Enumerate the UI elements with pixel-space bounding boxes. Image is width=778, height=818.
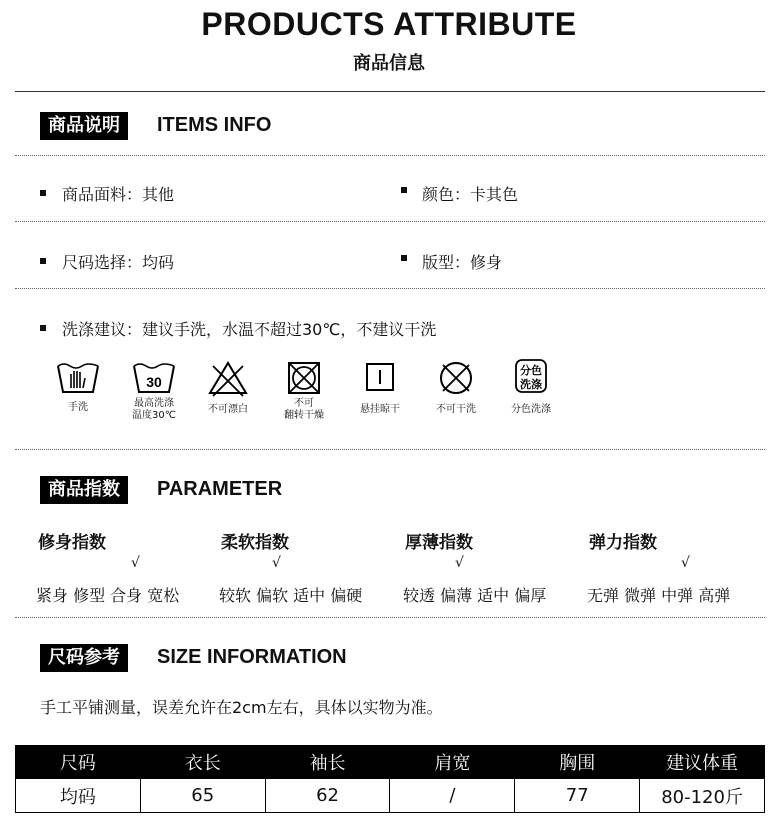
size-table [15,745,765,813]
wash-30-label-line2: 温度30℃ [132,410,176,421]
items-info-tag: 商品说明 [40,112,128,140]
bullet [40,190,46,196]
separate-wash-label: 分色洗涤 [511,404,551,415]
color-info: 颜色：卡其色 [422,185,519,204]
col-sleeve: 袖长 [265,746,390,779]
parameter-heading: PARAMETER [157,478,283,500]
divider [15,449,765,450]
no-tumble-dry-label [269,398,339,422]
separate-wash-text2: 洗涤 [520,378,542,391]
param-check-slim: √ [131,555,140,571]
bullet [401,187,407,193]
cell-weight: 80-120斤 [640,779,765,813]
cell-length: 65 [140,779,265,813]
col-size: 尺码 [16,746,141,779]
param-options-slim: 紧身 修型 合身 宽松 [36,586,180,605]
fabric-info: 商品面料：其他 [62,185,175,204]
bullet [401,255,407,261]
wash-30-label [119,398,189,422]
no-dry-clean-label: 不可干洗 [436,404,476,415]
param-check-stretch: √ [681,555,690,571]
param-check-soft: √ [272,555,281,571]
col-shoulder: 肩宽 [390,746,515,779]
separate-wash-icon [508,358,554,396]
param-title-stretch: 弹力指数 [589,533,657,553]
col-chest: 胸围 [515,746,640,779]
param-options-stretch: 无弹 微弹 中弹 高弹 [587,586,731,605]
divider [15,155,765,156]
hand-wash-icon [55,360,101,398]
param-title-soft: 柔软指数 [221,533,289,553]
param-options-soft: 较软 偏软 适中 偏硬 [219,586,363,605]
param-title-slim: 修身指数 [38,533,106,553]
divider [15,617,765,618]
fit-info: 版型：修身 [422,253,503,272]
no-bleach-label: 不可漂白 [208,404,248,415]
param-options-thickness: 较透 偏薄 适中 偏厚 [403,586,547,605]
wash-advice: 洗涤建议：建议手洗，水温不超过30℃，不建议干洗 [62,320,437,339]
bullet [40,325,46,331]
no-tumble-dry-label-line1: 不可 [294,398,314,409]
items-info-heading: ITEMS INFO [157,114,272,136]
no-bleach-icon [205,360,251,398]
measurement-note: 手工平铺测量，误差允许在2cm左右，具体以实物为准。 [40,698,443,717]
col-weight: 建议体重 [640,746,765,779]
page-subtitle: 商品信息 [353,53,425,74]
cell-size: 均码 [16,779,141,813]
size-info: 尺码选择：均码 [62,253,175,272]
hang-dry-icon [357,360,403,398]
size-table-header [16,746,765,779]
hang-dry-label: 悬挂晾干 [360,404,400,415]
wash-30-text: 30 [146,374,162,390]
separate-wash-text1: 分色 [520,364,542,377]
size-info-tag: 尺码参考 [40,644,128,672]
cell-shoulder: / [390,779,515,813]
no-tumble-dry-icon [281,360,327,398]
page-title: PRODUCTS ATTRIBUTE [201,6,577,42]
cell-sleeve: 62 [265,779,390,813]
param-check-thickness: √ [455,555,464,571]
table-row [16,779,765,813]
cell-chest: 77 [515,779,640,813]
param-title-thickness: 厚薄指数 [405,533,473,553]
hand-wash-label: 手洗 [68,402,88,413]
col-length: 衣长 [140,746,265,779]
size-info-heading: SIZE INFORMATION [157,646,347,668]
parameter-tag: 商品指数 [40,476,128,504]
wash-30-label-line1: 最高洗涤 [134,398,174,409]
no-tumble-dry-label-line2: 翻转干燥 [284,410,324,421]
header-divider [15,91,765,92]
bullet [40,258,46,264]
no-dry-clean-icon [433,360,479,398]
divider [15,288,765,289]
wash-30-icon [131,360,177,398]
divider [15,221,765,222]
